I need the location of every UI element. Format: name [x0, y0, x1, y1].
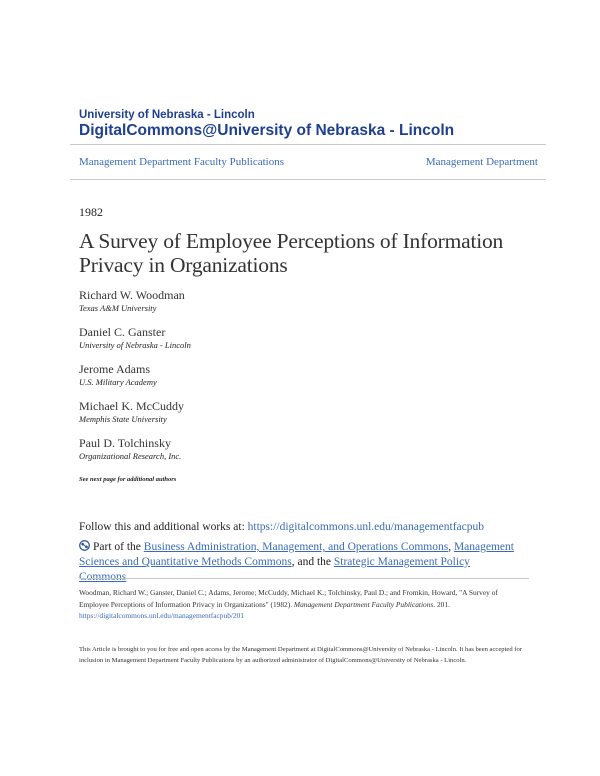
collection-url-link[interactable]: https://digitalcommons.unl.edu/managementfacpub — [247, 521, 484, 533]
access-notice: This Article is brought to you for free and open access by the Management Department at DigitalCommons@University of Nebraska - Lincoln. It has been accepted for inclusion in Management Department Faculty Publications by an authorized administrator of DigitalCommons@University of Nebraska - Lincoln. — [79, 646, 522, 664]
author-entry — [79, 362, 529, 388]
author-affiliation: University of Nebraska - Lincoln — [79, 340, 191, 350]
follow-prefix: Follow this and additional works at: — [79, 521, 248, 533]
follow-line — [79, 521, 484, 533]
citation-series: Management Department Faculty Publications — [293, 599, 434, 609]
author-name: Jerome Adams — [79, 362, 150, 376]
author-entry — [79, 399, 529, 425]
part-of-separator: , — [448, 541, 454, 553]
citation-url-link[interactable]: https://digitalcommons.unl.edu/managementfacpub/201 — [79, 611, 245, 620]
recommended-citation — [79, 587, 529, 622]
author-name: Daniel C. Ganster — [79, 325, 166, 339]
author-name: Richard W. Woodman — [79, 288, 185, 302]
header-divider-top — [70, 144, 546, 145]
paper-title: A Survey of Employee Perceptions of Information Privacy in Organizations — [79, 229, 504, 277]
citation-text: Woodman, Richard W.; Ganster, Daniel C.; Adams, Jerome; McCuddy, Michael K.; Tolchinsky, Paul D.; and Fromkin, Howard, "A Survey of Employee Perceptions of Information Privacy in Organizations" (1982). — [79, 588, 498, 609]
author-affiliation: Organizational Research, Inc. — [79, 451, 182, 461]
commons-network-icon — [79, 540, 90, 551]
publication-year: 1982 — [79, 205, 103, 219]
business-admin-commons-link[interactable]: Business Administration, Management, and Operations Commons — [143, 541, 449, 553]
institution-header — [79, 108, 454, 140]
series-link[interactable]: Management Department Faculty Publications — [79, 156, 284, 168]
author-affiliation: Memphis State University — [79, 414, 167, 424]
department-link[interactable]: Management Department — [425, 156, 538, 168]
part-of-prefix: Part of the — [93, 541, 144, 553]
citation-divider — [79, 578, 529, 579]
header-divider-bottom — [70, 179, 546, 180]
part-of-separator: , and the — [291, 556, 334, 568]
author-list — [79, 288, 529, 473]
additional-authors-note: See next page for additional authors — [79, 476, 177, 483]
author-affiliation: U.S. Military Academy — [79, 377, 157, 387]
author-name: Michael K. McCuddy — [79, 399, 184, 413]
strategic-management-commons-link[interactable]: Strategic Management Policy Commons — [79, 556, 470, 583]
citation-number: . 201. — [433, 599, 450, 609]
university-link[interactable]: University of Nebraska - Lincoln — [79, 109, 255, 121]
author-affiliation: Texas A&M University — [79, 303, 157, 313]
repository-link[interactable]: DigitalCommons@University of Nebraska - Lincoln — [79, 122, 455, 139]
author-entry — [79, 288, 529, 314]
author-entry — [79, 436, 529, 462]
author-entry — [79, 325, 529, 351]
management-sciences-commons-link[interactable]: Management Sciences and Quantitative Methods Commons — [79, 541, 514, 568]
author-name: Paul D. Tolchinsky — [79, 436, 171, 450]
